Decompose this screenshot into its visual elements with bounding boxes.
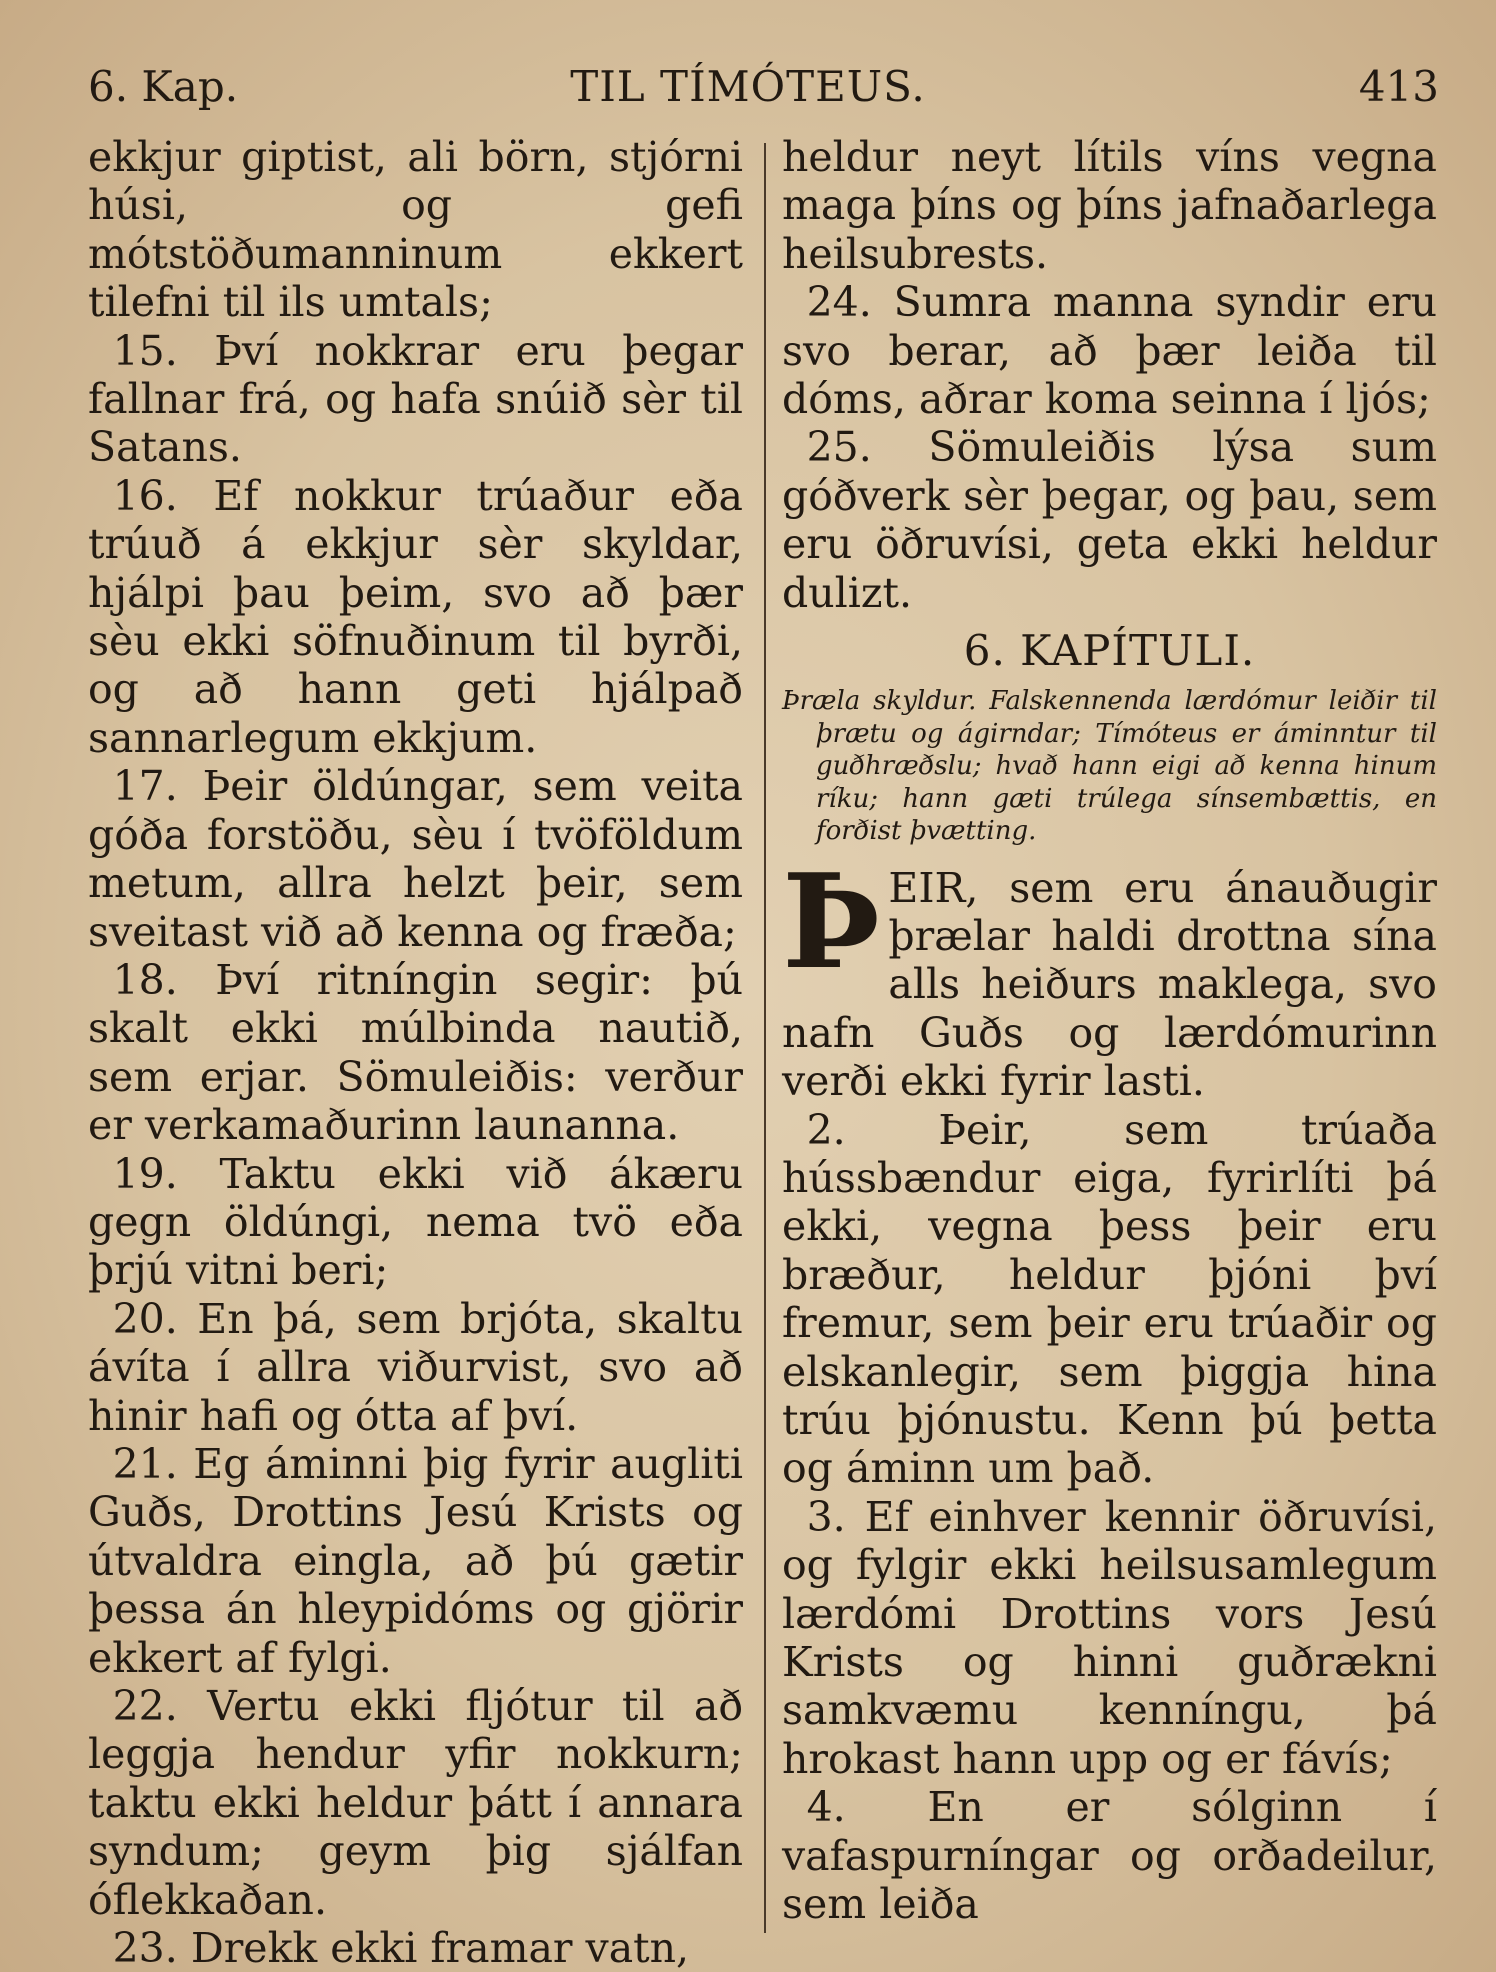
chapter-summary: Þræla skyldur. Falskennenda lærdómur leiðir til þrætu og ágirndar; Tímóteus er áminntur til guðhræðslu; hvað hann eigi að kenna hinum ríku; hann gæti trúlega sínsembættis, en forðist þvætting. (782, 686, 1437, 847)
column-divider (764, 143, 766, 1933)
verse-continuation-right: heldur neyt lítils víns vegna maga þíns og þíns jafnaðarlega heilsubrests. (782, 133, 1437, 278)
verse-17: 17. Þeir öldúngar, sem veita góða forstöðu, sèu í tvöföldum metum, allra helzt þeir, sem sveitast við að kenna og fræða; (88, 762, 743, 956)
verse-16: 16. Ef nokkur trúaður eða trúuð á ekkjur sèr skyldar, hjálpi þau þeim, svo að þær sèu ekki söfnuðinum til byrði, og að hann geti hjálpað sannarlegum ekkjum. (88, 471, 743, 762)
verse-20: 20. En þá, sem brjóta, skaltu ávíta í allra viðurvist, svo að hinir hafi og ótta af því. (88, 1294, 743, 1440)
chapter-heading: 6. KAPÍTULI. (963, 626, 1256, 676)
left-column (88, 133, 743, 1972)
opening-paragraph (782, 844, 1437, 1106)
verse-22: 22. Vertu ekki fljótur til að leggja hendur yfir nokkurn; taktu ekki heldur þátt í annara syndum; geym þig sjálfan óflekkaðan. (88, 1682, 743, 1924)
verse-23: 23. Drekk ekki framar vatn, (112, 1924, 690, 1972)
verse-19: 19. Taktu ekki við ákæru gegn öldúngi, nema tvö eða þrjú vitni beri; (88, 1149, 743, 1295)
drop-cap: Þ (782, 844, 881, 998)
page-number: 413 (1358, 62, 1439, 111)
verse-4: 4. En er sólginn í vafaspurníngar og orðadeilur, sem leiða (782, 1783, 1437, 1929)
chapter-label: 6. Kap. (88, 62, 239, 111)
verse-21: 21. Eg áminni þig fyrir augliti Guðs, Drottins Jesú Krists og útvaldra eingla, að þú gætir þessa án hleypidóms og gjörir ekkert af fylgi. (88, 1439, 743, 1682)
verse-18: 18. Því ritníngin segir: þú skalt ekki múlbinda nautið, sem erjar. Sömuleiðis: verður er verkamaðurinn launanna. (88, 955, 743, 1150)
verse-continuation: ekkjur giptist, ali börn, stjórni húsi, og gefi mótstöðumanninum ekkert tilefni til ils umtals; (88, 133, 743, 327)
verse-24: 24. Sumra manna syndir eru svo berar, að þær leiða til dóms, aðrar koma seinna í ljós; (782, 278, 1437, 424)
verse-2: 2. Þeir, sem trúaða hússbændur eiga, fyrirlíti þá ekki, vegna þess þeir eru bræður, heldur þjóni því fremur, sem þeir eru trúaðir og elskanlegir, sem þiggja hina trúu þjónustu. Kenn þú þetta og áminn um það. (782, 1105, 1437, 1493)
right-column (782, 133, 1437, 1929)
verse-3: 3. Ef einhver kennir öðruvísi, og fylgir ekki heilsusamlegum lærdómi Drottins vors Jesú Krists og hinni guðrækni samkvæmu kenníngu, þá hrokast hann upp og er fávís; (782, 1492, 1437, 1783)
running-header (0, 62, 1496, 122)
opening-text: EIR, sem eru ánauðugir þrælar haldi drottna sína alls heiðurs maklega, svo nafn Guðs og lærdómurinn verði ekki fyrir lasti. (782, 863, 1437, 1106)
running-title: TIL TÍMÓTEUS. (570, 62, 926, 111)
verse-15: 15. Því nokkrar eru þegar fallnar frá, og hafa snúið sèr til Satans. (88, 326, 743, 472)
verse-25: 25. Sömuleiðis lýsa sum góðverk sèr þegar, og þau, sem eru öðruvísi, geta ekki heldur dulizt. (782, 423, 1437, 617)
